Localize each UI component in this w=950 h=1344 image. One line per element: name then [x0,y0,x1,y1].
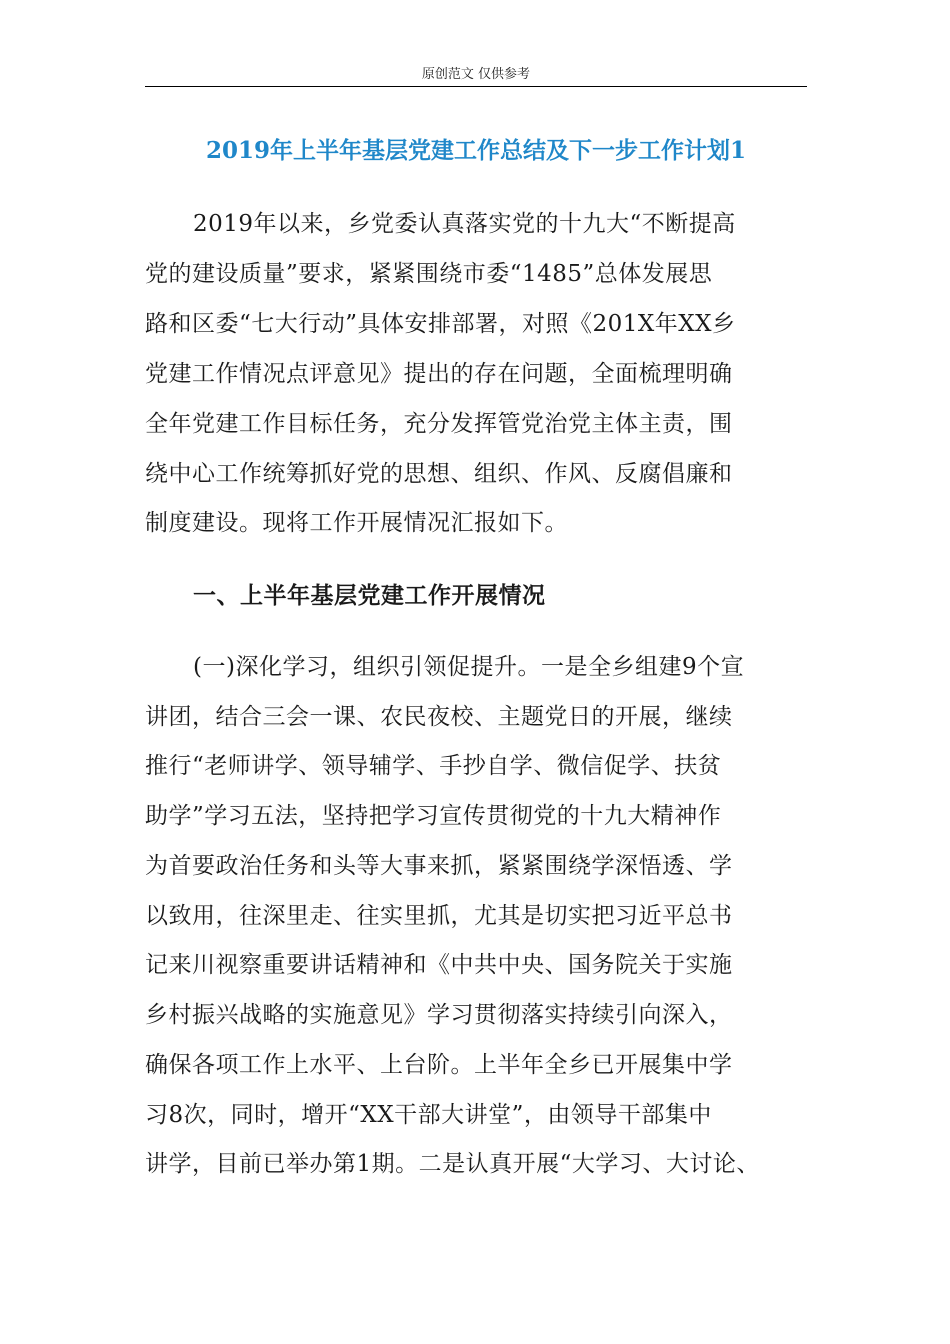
text-line: 绕中心工作统筹抓好党的思想、组织、作风、反腐倡廉和 [145,461,733,487]
text-line: 为首要政治任务和头等大事来抓，紧紧围绕学深悟透、学 [145,853,733,879]
text-line: 路和区委“七大行动”具体安排部署，对照《201X年XX乡 [145,311,736,337]
text-line: 讲学，目前已举办第1期。二是认真开展“大学习、大讨论、 [145,1151,760,1177]
text-line: (一)深化学习，组织引领促提升。一是全乡组建9个宣 [193,654,745,680]
text-line: 推行“老师讲学、领导辅学、手抄自学、微信促学、扶贫 [145,753,722,779]
text-line: 全年党建工作目标任务，充分发挥管党治党主体主责，围 [145,411,733,437]
text-line: 2019年以来，乡党委认真落实党的十九大“不断提高 [193,211,736,237]
text-line: 讲团，结合三会一课、农民夜校、主题党日的开展，继续 [145,704,733,730]
text-line: 记来川视察重要讲话精神和《中共中央、国务院关于实施 [145,952,733,978]
text-line: 确保各项工作上水平、上台阶。上半年全乡已开展集中学 [145,1052,733,1078]
header-divider [145,86,807,87]
text-line: 助学”学习五法，坚持把学习宣传贯彻党的十九大精神作 [145,803,722,829]
text-line: 乡村振兴战略的实施意见》学习贯彻落实持续引向深入， [145,1002,733,1028]
section-heading: 一、上半年基层党建工作开展情况 [193,582,546,609]
text-line: 习8次，同时，增开“XX干部大讲堂”，由领导干部集中 [145,1102,712,1128]
text-line: 党的建设质量”要求，紧紧围绕市委“1485”总体发展思 [145,261,713,287]
text-line: 以致用，往深里走、往实里抓，尤其是切实把习近平总书 [145,903,733,929]
header-text: 原创范文 仅供参考 [421,67,531,82]
text-line: 党建工作情况点评意见》提出的存在问题，全面梳理明确 [145,361,733,387]
document-title: 2019年上半年基层党建工作总结及下一步工作计划1 [205,137,747,164]
text-line: 制度建设。现将工作开展情况汇报如下。 [145,510,568,536]
